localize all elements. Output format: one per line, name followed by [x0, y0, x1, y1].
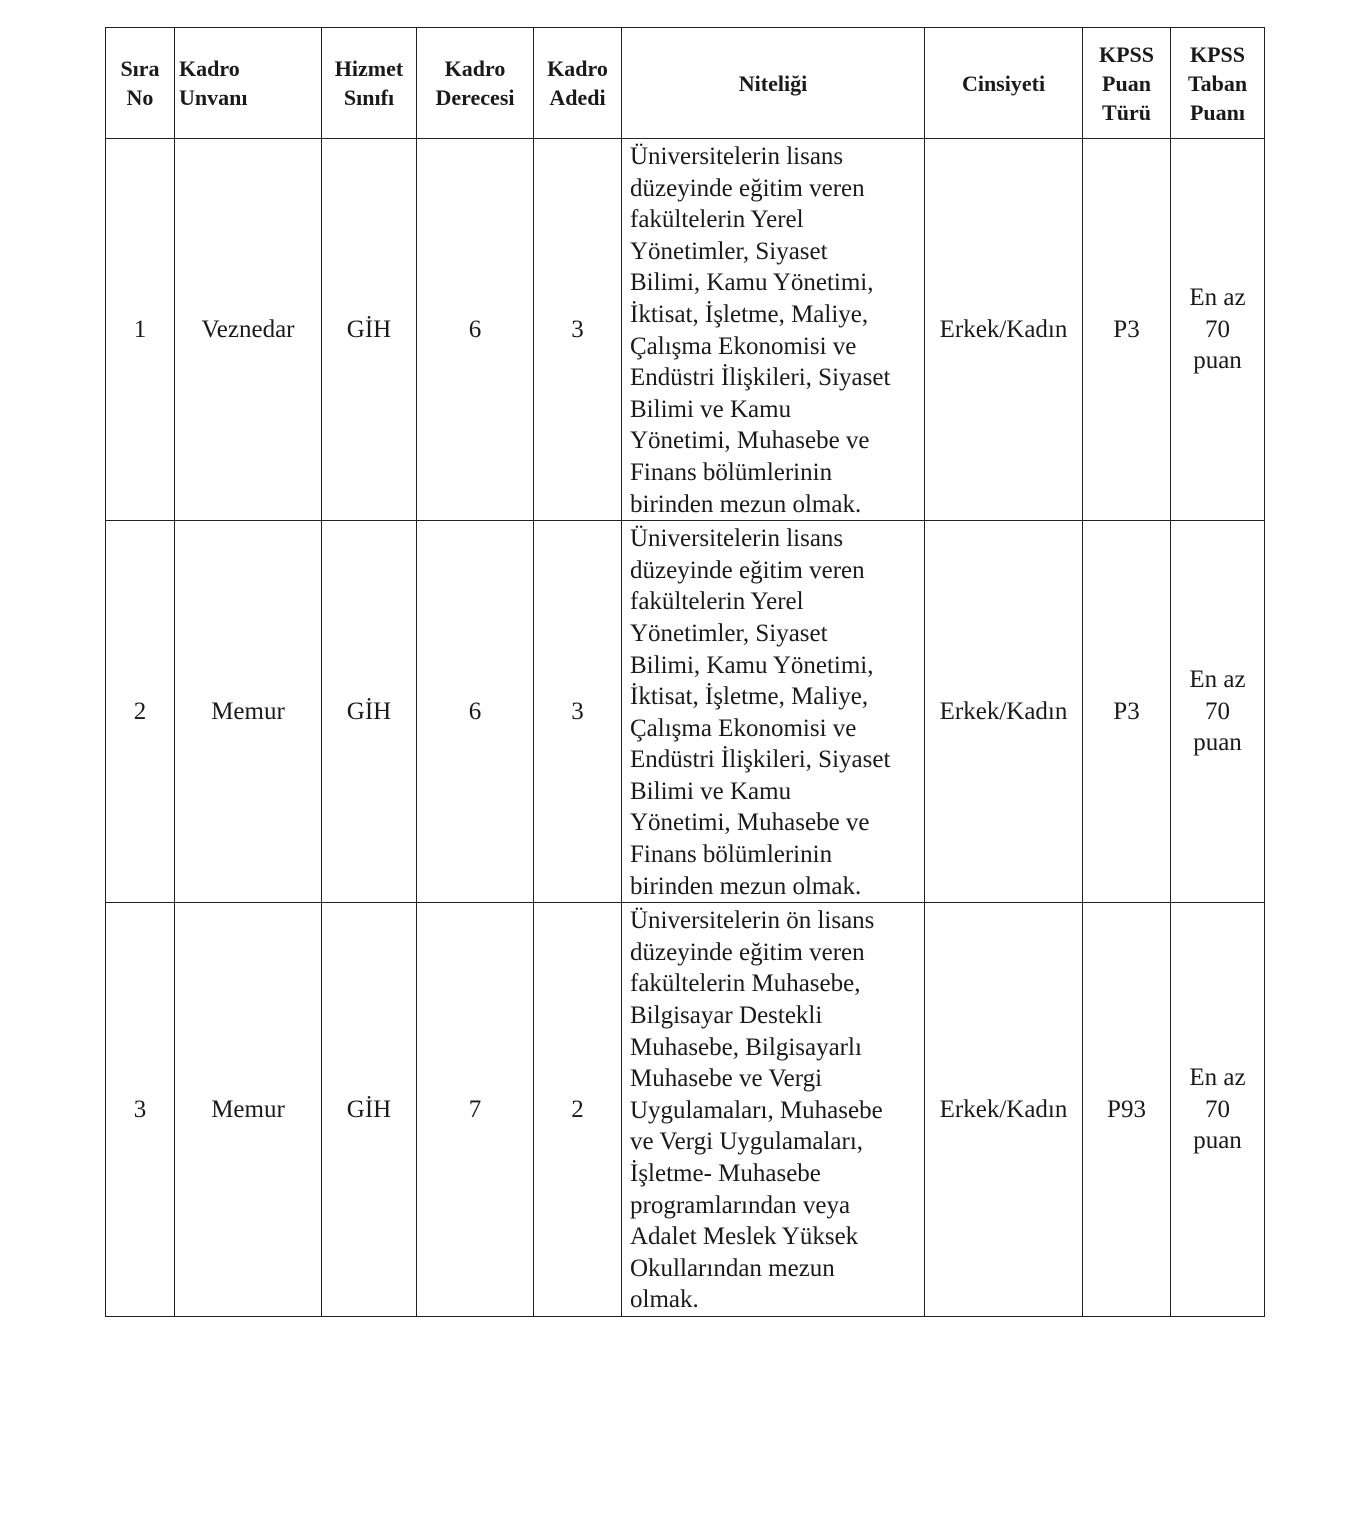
cell-sinif: GİH: [322, 521, 417, 903]
table-row: [106, 139, 1265, 521]
header-row: [106, 28, 1265, 139]
header-kadro-adedi: Kadro Adedi: [534, 28, 622, 139]
cell-taban-puan: En az 70 puan: [1171, 521, 1265, 903]
cell-cinsiyet: Erkek/Kadın: [925, 139, 1083, 521]
cell-nitelik: Üniversitelerin lisans düzeyinde eğitim veren fakültelerin Yerel Yönetimler, Siyaset Bilimi, Kamu Yönetimi, İktisat, İşletme, Maliye, Çalışma Ekonomisi ve Endüstri İlişkileri, Siyaset Bilimi ve Kamu Yönetimi, Muhasebe ve Finans bölümlerinin birinden mezun olmak.: [622, 139, 925, 521]
cell-nitelik: Üniversitelerin ön lisans düzeyinde eğitim veren fakültelerin Muhasebe, Bilgisayar Destekli Muhasebe, Bilgisayarlı Muhasebe ve Vergi Uygulamaları, Muhasebe ve Vergi Uygulamaları, İşletme- Muhasebe programlarından veya Adalet Meslek Yüksek Okullarından mezun olmak.: [622, 903, 925, 1317]
cell-derece: 7: [417, 903, 534, 1317]
cell-sira: 2: [106, 521, 175, 903]
cell-adet: 3: [534, 139, 622, 521]
cell-unvan: Memur: [175, 521, 322, 903]
cell-cinsiyet: Erkek/Kadın: [925, 903, 1083, 1317]
cell-unvan: Veznedar: [175, 139, 322, 521]
header-sira-no: Sıra No: [106, 28, 175, 139]
cell-taban-puan: En az 70 puan: [1171, 903, 1265, 1317]
cell-derece: 6: [417, 139, 534, 521]
header-hizmet-sinifi: Hizmet Sınıfı: [322, 28, 417, 139]
cell-sinif: GİH: [322, 903, 417, 1317]
header-kpss-puan-turu: KPSS Puan Türü: [1083, 28, 1171, 139]
cell-cinsiyet: Erkek/Kadın: [925, 521, 1083, 903]
cell-adet: 3: [534, 521, 622, 903]
cell-sinif: GİH: [322, 139, 417, 521]
header-kpss-taban-puani: KPSS Taban Puanı: [1171, 28, 1265, 139]
header-niteligi: Niteliği: [622, 28, 925, 139]
cell-nitelik: Üniversitelerin lisans düzeyinde eğitim veren fakültelerin Yerel Yönetimler, Siyaset Bilimi, Kamu Yönetimi, İktisat, İşletme, Maliye, Çalışma Ekonomisi ve Endüstri İlişkileri, Siyaset Bilimi ve Kamu Yönetimi, Muhasebe ve Finans bölümlerinin birinden mezun olmak.: [622, 521, 925, 903]
kadro-table: [105, 27, 1265, 1317]
table-row: [106, 521, 1265, 903]
table-row: [106, 903, 1265, 1317]
cell-sira: 3: [106, 903, 175, 1317]
cell-taban-puan: En az 70 puan: [1171, 139, 1265, 521]
cell-puan-turu: P3: [1083, 139, 1171, 521]
cell-unvan: Memur: [175, 903, 322, 1317]
cell-puan-turu: P3: [1083, 521, 1171, 903]
header-cinsiyeti: Cinsiyeti: [925, 28, 1083, 139]
cell-puan-turu: P93: [1083, 903, 1171, 1317]
cell-adet: 2: [534, 903, 622, 1317]
cell-derece: 6: [417, 521, 534, 903]
cell-sira: 1: [106, 139, 175, 521]
header-kadro-unvani: Kadro Unvanı: [175, 28, 322, 139]
header-kadro-derecesi: Kadro Derecesi: [417, 28, 534, 139]
